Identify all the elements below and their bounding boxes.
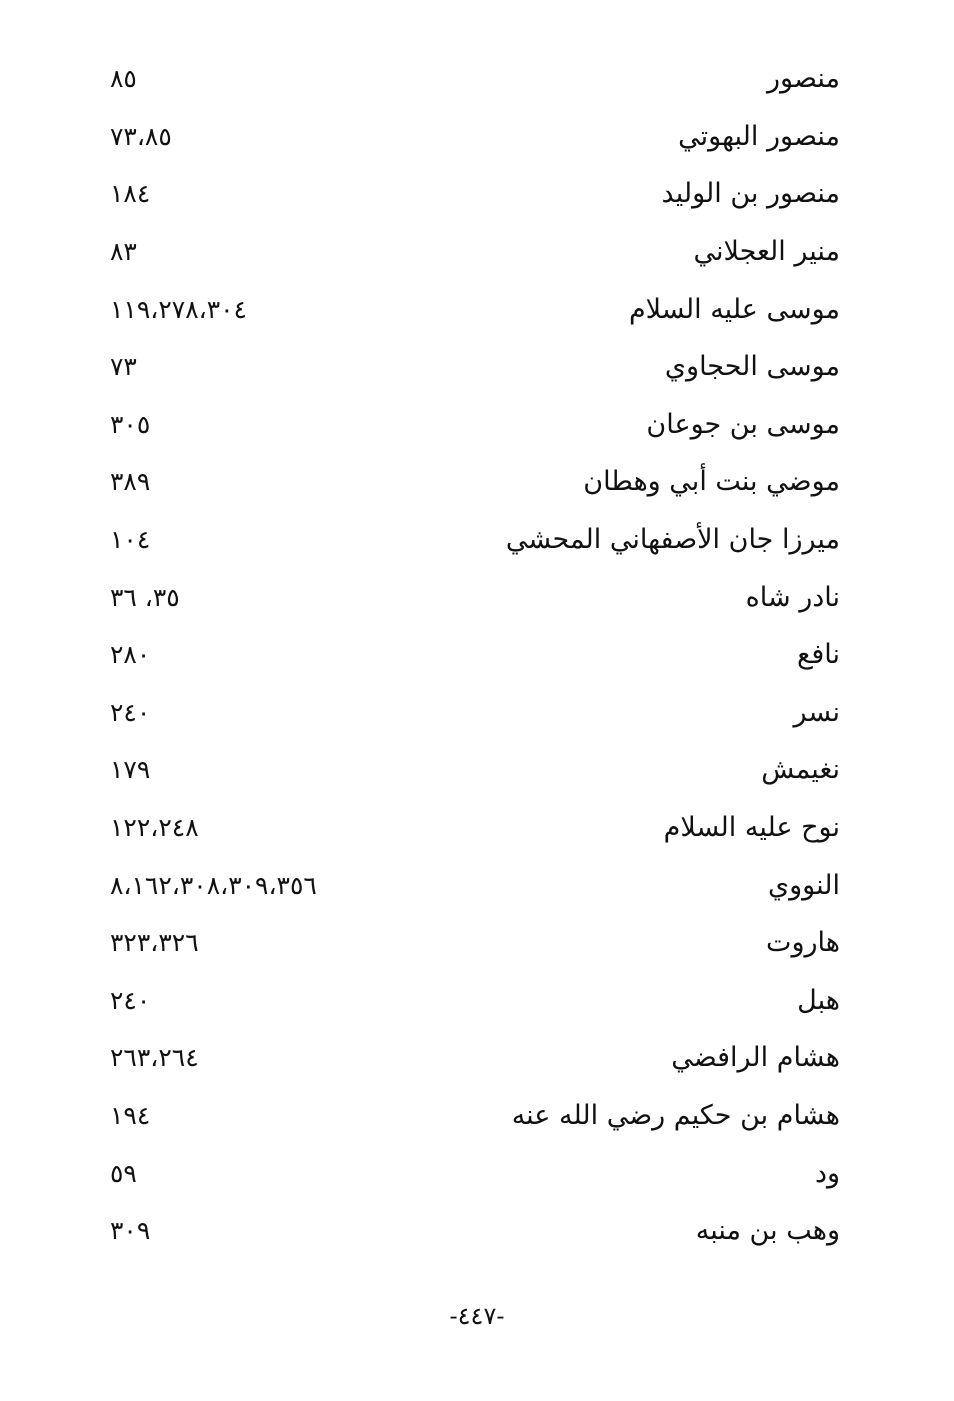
entry-pages: ٣٠٩: [110, 1216, 151, 1246]
entry-name: نسر: [793, 696, 840, 728]
entry-pages: ١٨٤: [110, 179, 151, 209]
entry-name: منصور البهوتي: [678, 120, 840, 152]
entry-name: نغيمش: [761, 754, 840, 786]
entry-pages: ٧٣: [110, 352, 137, 382]
index-entry: [110, 1202, 840, 1260]
entry-pages: ٢٨٠: [110, 640, 151, 670]
entry-name: موسى عليه السلام: [628, 293, 840, 325]
entry-pages: ٨٣: [110, 237, 137, 267]
index-entry: [110, 50, 840, 108]
entry-name: موسى بن جوعان: [646, 408, 840, 440]
entry-name: ميرزا جان الأصفهاني المحشي: [505, 524, 840, 556]
index-entry: [110, 972, 840, 1030]
index-entry: [110, 626, 840, 684]
entry-name: منير العجلاني: [693, 236, 840, 268]
entry-pages: ٢٤٠: [110, 985, 151, 1015]
entry-pages: ٨٥: [110, 64, 137, 94]
entry-name: هاروت: [766, 927, 840, 959]
index-entry: [110, 511, 840, 569]
entry-pages: ٧٣،٨٥: [110, 121, 172, 151]
entry-name: موسى الحجاوي: [664, 351, 840, 383]
entry-name: هشام الرافضي: [671, 1042, 840, 1074]
entry-pages: ٢٦٣،٢٦٤: [110, 1043, 199, 1073]
index-entry: [110, 741, 840, 799]
entry-name: موضي بنت أبي وهطان: [583, 466, 840, 498]
entry-name: ود: [814, 1157, 840, 1189]
index-entry: [110, 396, 840, 454]
index-entry: [110, 914, 840, 972]
entry-pages: ١٩٤: [110, 1100, 151, 1130]
index-entry: [110, 1144, 840, 1202]
index-entry: [110, 338, 840, 396]
entry-pages: ١١٩،٢٧٨،٣٠٤: [110, 294, 247, 324]
index-entry: [110, 568, 840, 626]
entry-pages: ٣٥، ٣٦: [110, 582, 180, 612]
entry-name: منصور: [766, 63, 840, 95]
entry-name: وهب بن منبه: [695, 1215, 840, 1247]
index-entry: [110, 165, 840, 223]
entry-pages: ١٠٤: [110, 525, 151, 555]
index-entry: [110, 223, 840, 281]
name-index-list: [110, 50, 840, 1259]
index-entry: [110, 453, 840, 511]
index-entry: [110, 1087, 840, 1145]
entry-name: النووي: [768, 869, 840, 901]
entry-pages: ٣٨٩: [110, 467, 151, 497]
entry-pages: ٢٤٠: [110, 697, 151, 727]
page-number: -٤٤٧-: [449, 1302, 505, 1330]
entry-pages: ٨،١٦٢،٣٠٨،٣٠٩،٣٥٦: [110, 870, 317, 900]
entry-pages: ١٢٢،٢٤٨: [110, 813, 199, 843]
entry-name: منصور بن الوليد: [661, 178, 840, 210]
index-entry: [110, 108, 840, 166]
entry-pages: ٣٢٣،٣٢٦: [110, 928, 199, 958]
index-entry: [110, 280, 840, 338]
entry-pages: ٣٠٥: [110, 409, 151, 439]
index-entry: [110, 856, 840, 914]
entry-name: نادر شاه: [745, 581, 840, 613]
index-entry: [110, 799, 840, 857]
entry-name: نافع: [796, 639, 840, 671]
entry-pages: ١٧٩: [110, 755, 151, 785]
entry-name: هشام بن حكيم رضي الله عنه: [511, 1099, 840, 1131]
entry-name: هبل: [797, 984, 840, 1016]
entry-pages: ٥٩: [110, 1158, 137, 1188]
index-entry: [110, 1029, 840, 1087]
index-entry: [110, 684, 840, 742]
entry-name: نوح عليه السلام: [663, 812, 840, 844]
